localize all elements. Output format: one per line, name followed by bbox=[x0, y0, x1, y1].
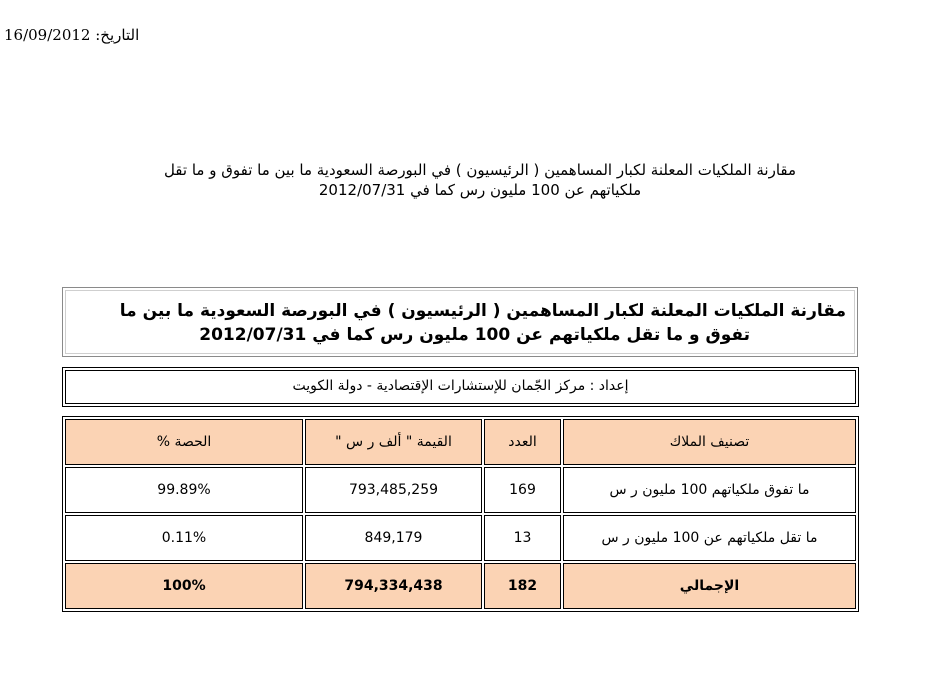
table-row bbox=[65, 515, 856, 561]
page-title bbox=[60, 160, 900, 200]
header-value: القيمة " ألف ر س " bbox=[305, 419, 482, 465]
row-count: 169 bbox=[484, 467, 561, 513]
row-share: 99.89% bbox=[65, 467, 303, 513]
report-title-inner bbox=[65, 290, 855, 354]
row-classification: ما تفوق ملكياتهم 100 مليون ر س bbox=[563, 467, 856, 513]
prepared-by-box bbox=[62, 367, 859, 407]
report-title-box bbox=[62, 287, 858, 357]
date-label: التاريخ: bbox=[95, 26, 140, 44]
prepared-by-text: إعداد : مركز الجّمان للإستشارات الإقتصادية - دولة الكويت bbox=[65, 370, 856, 404]
row-share: 0.11% bbox=[65, 515, 303, 561]
report-title-line-2: تفوق و ما تقل ملكياتهم عن 100 مليون رس كما في 2012/07/31 bbox=[199, 325, 750, 345]
row-value: 793,485,259 bbox=[305, 467, 482, 513]
table-header-row bbox=[65, 419, 856, 465]
header-share: الحصة % bbox=[65, 419, 303, 465]
report-title-line-1: مقارنة الملكيات المعلنة لكبار المساهمين ( الرئيسيون ) في البورصة السعودية ما بين ما bbox=[119, 301, 846, 321]
row-classification: ما تقل ملكياتهم عن 100 مليون ر س bbox=[563, 515, 856, 561]
ownership-table bbox=[62, 416, 859, 612]
page-title-line-2: ملكياتهم عن 100 مليون رس كما في 2012/07/31 bbox=[318, 181, 642, 199]
header-count: العدد bbox=[484, 419, 561, 465]
table-total-row bbox=[65, 563, 856, 609]
row-value: 849,179 bbox=[305, 515, 482, 561]
page-title-line-1: مقارنة الملكيات المعلنة لكبار المساهمين ( الرئيسيون ) في البورصة السعودية ما بين ما تفوق و ما تقل bbox=[163, 161, 797, 179]
total-value: 794,334,438 bbox=[305, 563, 482, 609]
report-date bbox=[4, 26, 139, 44]
date-value: 16/09/2012 bbox=[4, 26, 91, 44]
total-count: 182 bbox=[484, 563, 561, 609]
total-classification: الإجمالي bbox=[563, 563, 856, 609]
total-share: 100% bbox=[65, 563, 303, 609]
table-row bbox=[65, 467, 856, 513]
row-count: 13 bbox=[484, 515, 561, 561]
header-classification: تصنيف الملاك bbox=[563, 419, 856, 465]
